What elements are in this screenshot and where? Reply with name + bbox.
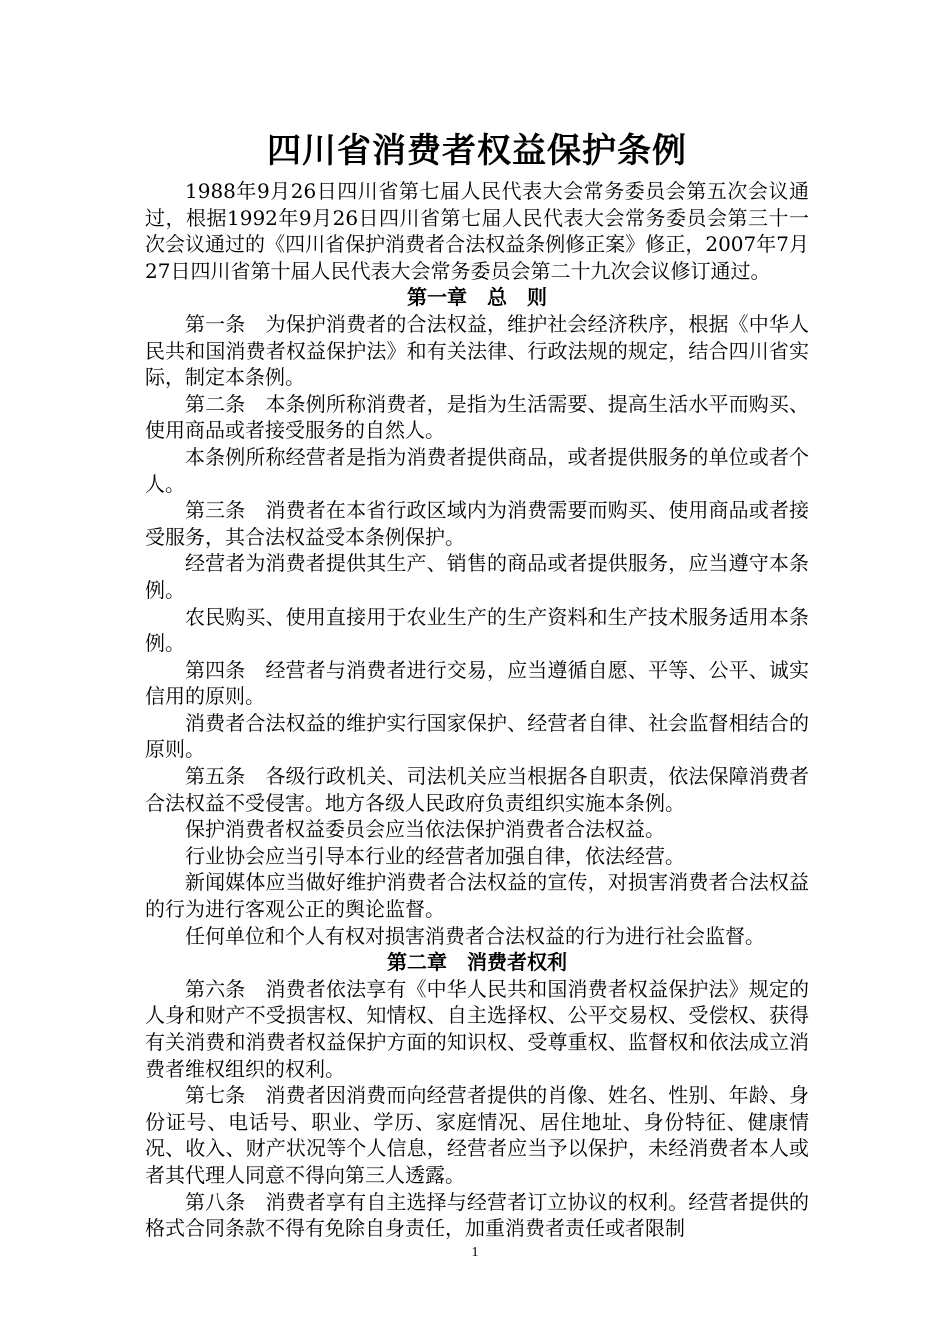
article-paragraph: 消费者合法权益的维护实行国家保护、经营者自律、社会监督相结合的原则。 xyxy=(145,710,809,762)
article-paragraph: 第五条 各级行政机关、司法机关应当根据各自职责，依法保障消费者合法权益不受侵害。地方各级人民政府负责组织实施本条例。 xyxy=(145,764,809,815)
article-paragraph: 第四条 经营者与消费者进行交易，应当遵循自愿、平等、公平、诚实信用的原则。 xyxy=(145,657,809,709)
article-paragraph: 经营者为消费者提供其生产、销售的商品或者提供服务，应当遵守本条例。 xyxy=(145,551,809,602)
article-paragraph: 第二条 本条例所称消费者，是指为生活需要、提高生活水平而购买、使用商品或者接受服务的自然人。 xyxy=(145,391,809,443)
document-page xyxy=(145,124,809,1242)
article-paragraph: 任何单位和个人有权对损害消费者合法权益的行为进行社会监督。 xyxy=(185,923,765,948)
article-paragraph: 农民购买、使用直接用于农业生产的生产资料和生产技术服务适用本条例。 xyxy=(145,604,809,656)
article-paragraph: 第一条 为保护消费者的合法权益，维护社会经济秩序，根据《中华人民共和国消费者权益保护法》和有关法律、行政法规的规定，结合四川省实际，制定本条例。 xyxy=(145,311,809,390)
document-title: 四川省消费者权益保护条例 xyxy=(267,131,687,171)
article-paragraph: 行业协会应当引导本行业的经营者加强自律，依法经营。 xyxy=(185,843,685,868)
article-paragraph: 第三条 消费者在本省行政区域内为消费需要而购买、使用商品或者接受服务，其合法权益受本条例保护。 xyxy=(145,498,809,549)
article-paragraph: 本条例所称经营者是指为消费者提供商品，或者提供服务的单位或者个人。 xyxy=(145,444,809,496)
chapter-heading: 第二章 消费者权利 xyxy=(387,950,567,975)
chapter-heading: 第一章 总 则 xyxy=(407,285,547,310)
preamble: 1988年9月26日四川省第七届人民代表大会常务委员会第五次会议通过，根据1992年9月26日四川省第七届人民代表大会常务委员会第三十一次会议通过的《四川省保护消费者合法权益条例修正案》修正，2007年7月27日四川省第十届人民代表大会常务委员会第二十九次会议修订通过。 xyxy=(145,179,809,283)
article-paragraph: 第七条 消费者因消费而向经营者提供的肖像、姓名、性别、年龄、身份证号、电话号、职业、学历、家庭情况、居住地址、身份特征、健康情况、收入、财产状况等个人信息，经营者应当予以保护，未经消费者本人或者其代理人同意不得向第三人透露。 xyxy=(145,1083,809,1187)
article-paragraph: 第八条 消费者享有自主选择与经营者订立协议的权利。经营者提供的格式合同条款不得有免除自身责任，加重消费者责任或者限制 xyxy=(145,1189,809,1241)
article-paragraph: 第六条 消费者依法享有《中华人民共和国消费者权益保护法》规定的人身和财产不受损害权、知情权、自主选择权、公平交易权、受偿权、获得有关消费和消费者权益保护方面的知识权、受尊重权、监督权和依法成立消费者维权组织的权利。 xyxy=(145,976,809,1081)
article-paragraph: 保护消费者权益委员会应当依法保护消费者合法权益。 xyxy=(185,817,665,842)
article-paragraph: 新闻媒体应当做好维护消费者合法权益的宣传，对损害消费者合法权益的行为进行客观公正的舆论监督。 xyxy=(145,870,809,922)
page-number: 1 xyxy=(471,1245,479,1260)
